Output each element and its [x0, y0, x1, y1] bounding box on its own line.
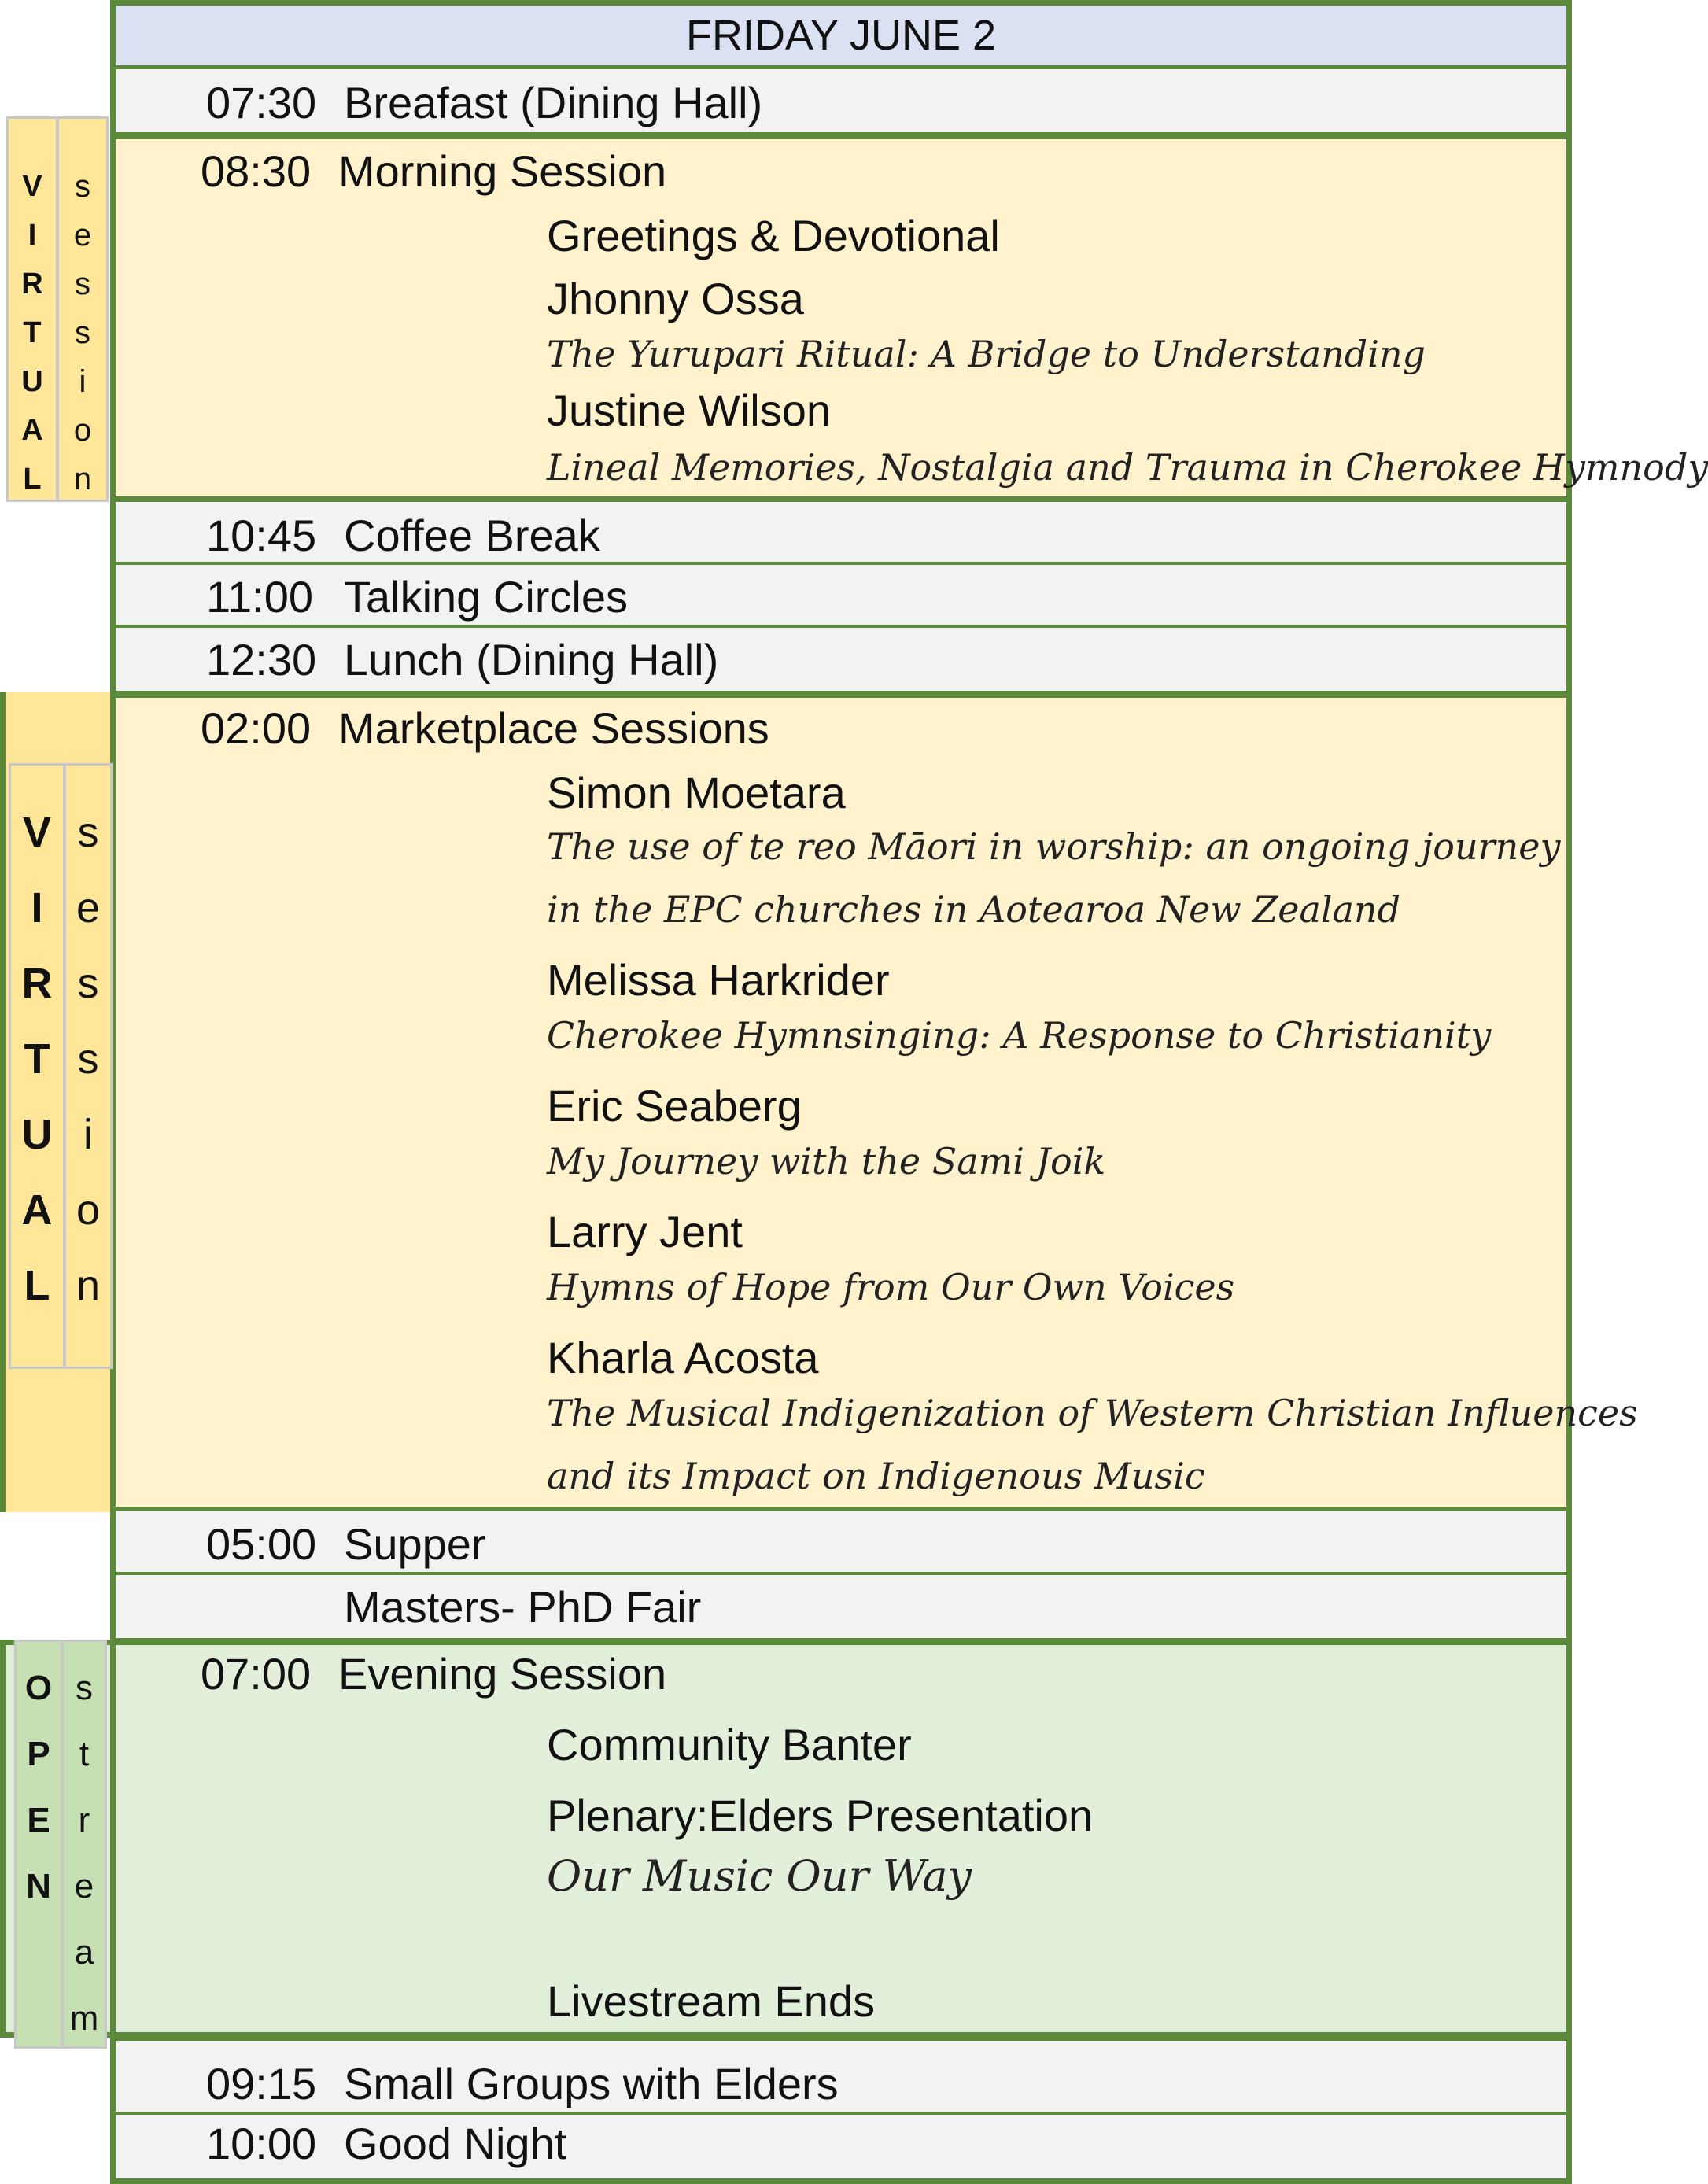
virtual-session-label-1 — [0, 116, 110, 502]
schedule-row-small-groups — [110, 2038, 1572, 2115]
schedule-row-talking-circles — [110, 565, 1572, 628]
row-time: 09:15 — [206, 2059, 317, 2108]
talk-title: Lineal Memories, Nostalgia and Trauma in Cherokee Hymnody — [547, 446, 1708, 489]
side-letter: R — [21, 267, 43, 301]
side-letter: r — [78, 1801, 90, 1839]
side-letter: s — [77, 809, 99, 856]
virtual-vertical-text — [6, 162, 58, 504]
open-stream-label — [0, 1640, 110, 2049]
side-letter: e — [76, 884, 101, 932]
row-time: 05:00 — [206, 1519, 317, 1569]
evening-session-block — [110, 1640, 1572, 2038]
row-label: Morning Session — [338, 146, 667, 196]
row-label: Small Groups with Elders — [344, 2059, 839, 2108]
side-letter: i — [79, 364, 87, 399]
schedule-row-good-night — [110, 2115, 1572, 2184]
stream-vertical-text — [61, 1655, 107, 2052]
speaker-name: Eric Seaberg — [547, 1081, 802, 1131]
morning-session-block — [110, 134, 1708, 502]
row-time: 02:00 — [201, 703, 312, 753]
talk-title: Cherokee Hymnsinging: A Response to Christianity — [547, 1014, 1492, 1057]
side-letter: T — [24, 1035, 50, 1083]
side-letter: I — [31, 884, 43, 932]
side-letter: o — [76, 1186, 101, 1234]
row-time: 11:00 — [206, 572, 313, 622]
session-vertical-text — [57, 162, 109, 504]
side-letter: I — [28, 219, 37, 252]
schedule-row-fair — [110, 1575, 1572, 1641]
side-letter: s — [76, 1669, 93, 1707]
row-label: Masters- PhD Fair — [344, 1582, 702, 1632]
talk-title: The Musical Indigenization of Western Christian Influences — [547, 1392, 1638, 1434]
side-letter: P — [27, 1735, 50, 1773]
schedule-row-coffee — [110, 502, 1572, 565]
talk-title: Hymns of Hope from Our Own Voices — [547, 1266, 1235, 1308]
row-label: Breafast (Dining Hall) — [344, 78, 763, 127]
side-letter: L — [23, 463, 42, 496]
side-letter: n — [73, 462, 92, 496]
row-label: Lunch (Dining Hall) — [344, 635, 719, 684]
talk-title: The Yurupari Ritual: A Bridge to Understanding — [547, 333, 1426, 375]
row-time: 12:30 — [206, 635, 317, 684]
row-label: Good Night — [344, 2119, 567, 2168]
day-title: FRIDAY JUNE 2 — [685, 12, 997, 59]
side-letter: n — [76, 1262, 101, 1309]
side-letter: O — [24, 1669, 53, 1707]
side-letter: s — [75, 169, 90, 204]
session-vertical-text — [64, 795, 113, 1323]
row-label: Supper — [344, 1519, 486, 1569]
speaker-name: Jhonny Ossa — [547, 274, 804, 323]
day-header — [110, 0, 1572, 69]
row-label: Marketplace Sessions — [338, 703, 769, 753]
row-label: Evening Session — [338, 1649, 667, 1699]
side-letter: U — [21, 365, 43, 398]
evening-item: Plenary:Elders Presentation — [547, 1791, 1094, 1840]
side-letter: e — [73, 218, 92, 253]
virtual-vertical-text — [9, 795, 65, 1323]
side-letter: o — [73, 413, 92, 448]
virtual-session-label-2 — [0, 692, 110, 1512]
side-letter: E — [27, 1801, 50, 1839]
talk-title: The use of te reo Māori in worship: an ongoing journey — [547, 825, 1561, 868]
speaker-name: Melissa Harkrider — [547, 955, 890, 1005]
row-time: 10:45 — [206, 511, 317, 560]
speaker-name: Justine Wilson — [547, 386, 832, 435]
schedule-row-lunch — [110, 628, 1572, 694]
side-letter: a — [74, 1933, 94, 1972]
side-letter: A — [21, 414, 43, 447]
schedule-row-supper — [110, 1511, 1572, 1575]
row-label: Coffee Break — [344, 511, 600, 560]
schedule-row-breakfast — [110, 69, 1572, 135]
evening-item: Livestream Ends — [547, 1976, 876, 2026]
side-letter: V — [22, 809, 52, 856]
evening-item: Community Banter — [547, 1720, 912, 1769]
marketplace-session-block — [110, 692, 1638, 1512]
side-letter: A — [21, 1186, 53, 1234]
row-label: Talking Circles — [344, 572, 628, 622]
speaker-name: Simon Moetara — [547, 768, 846, 817]
side-letter: e — [74, 1867, 94, 1905]
speaker-name: Larry Jent — [547, 1207, 743, 1256]
side-letter: L — [24, 1262, 50, 1309]
talk-title: and its Impact on Indigenous Music — [547, 1455, 1205, 1497]
side-letter: V — [22, 170, 42, 203]
side-letter: s — [77, 960, 99, 1007]
talk-title: My Journey with the Sami Joik — [547, 1140, 1106, 1182]
side-letter: i — [83, 1111, 93, 1158]
side-letter: N — [26, 1867, 51, 1905]
side-letter: T — [23, 316, 42, 349]
row-time: 10:00 — [206, 2119, 317, 2168]
row-time: 07:30 — [206, 78, 317, 127]
side-letter: s — [75, 315, 90, 350]
side-letter: s — [75, 267, 90, 301]
side-letter: R — [21, 960, 53, 1007]
talk-title: Our Music Our Way — [547, 1851, 972, 1901]
row-time: 07:00 — [201, 1649, 312, 1699]
speaker-name: Kharla Acosta — [547, 1333, 819, 1382]
row-time: 08:30 — [201, 146, 312, 196]
talk-title: in the EPC churches in Aotearoa New Zealand — [547, 888, 1401, 931]
side-letter: s — [77, 1035, 99, 1083]
side-letter: U — [21, 1111, 53, 1158]
greetings-item: Greetings & Devotional — [547, 211, 1000, 260]
side-letter: m — [69, 1999, 99, 2038]
side-letter: t — [79, 1735, 90, 1773]
open-vertical-text — [14, 1655, 63, 1920]
